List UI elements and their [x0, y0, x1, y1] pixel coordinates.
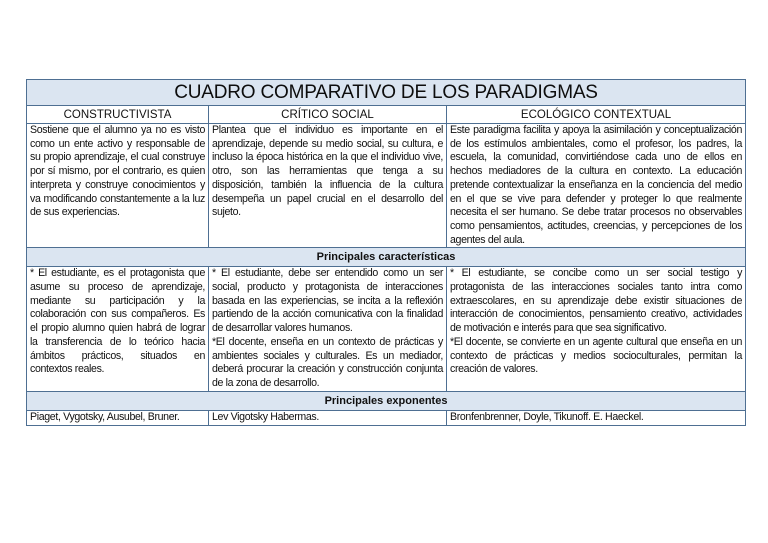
column-header-critico-social: CRÍTICO SOCIAL	[209, 106, 447, 124]
column-header-ecologico-contextual: ECOLÓGICO CONTEXTUAL	[447, 106, 746, 124]
column-header-constructivista: CONSTRUCTIVISTA	[27, 106, 209, 124]
section-header-characteristics: Principales características	[27, 248, 746, 267]
characteristics-row	[27, 267, 746, 391]
exponents-ecologico-contextual: Bronfenbrenner, Doyle, Tikunoff. E. Haeckel.	[447, 410, 746, 425]
definition-ecologico-contextual: Este paradigma facilita y apoya la asimilación y conceptualización de los estímulos ambientales, como el profesor, los padres, la escuela, la comunidad, convirtiéndose cada uno de ellos en hechos mediadores de la cultura en contexto. La educación pretende contextualizar la enseñanza en la conciencia del medio en el que se vive para defender y proteger lo que realmente necesita el ser humano. Se debe tratar procesos no observables como pensamientos, actitudes, creencias, y percepciones de los agentes del aula.	[447, 124, 746, 248]
characteristics-constructivista: * El estudiante, es el protagonista que asume su proceso de aprendizaje, mediante su participación y la colaboración con sus compañeros. Es el propio alumno quien habrá de lograr la transferencia de lo teórico hacia ámbitos prácticos, situados en contextos reales.	[27, 267, 209, 391]
section-header-exponents: Principales exponentes	[27, 391, 746, 410]
definition-constructivista: Sostiene que el alumno ya no es visto como un ente activo y responsable de su propio aprendizaje, el cual construye por sí mismo, por el contrario, es quien interpreta y construye conocimientos y va modificando constantemente a la luz de sus experiencias.	[27, 124, 209, 248]
table-title: CUADRO COMPARATIVO DE LOS PARADIGMAS	[27, 80, 746, 106]
characteristics-ecologico-contextual: * El estudiante, se concibe como un ser social testigo y protagonista de las interacciones sociales tanto intra como extraescolares, en su aprendizaje debe existir situaciones de interacción de conocimientos, pensamiento creativo, actividades de motivación e interés para que sea significativo. *El docente, se convierte en un agente cultural que enseña en un contexto de prácticas y medios socioculturales, permitan la creación de valores.	[447, 267, 746, 391]
characteristics-critico-social: * El estudiante, debe ser entendido como un ser social, producto y protagonista de interacciones basada en las experiencias, se incita a la reflexión partiendo de la acción comunicativa con la finalidad de desarrollar valores humanos. *El docente, enseña en un contexto de prácticas y ambientes sociales y culturales. Es un mediador, deberá procurar la creación y construcción conjunta de la zona de desarrollo.	[209, 267, 447, 391]
exponents-row	[27, 410, 746, 425]
exponents-constructivista: Piaget, Vygotsky, Ausubel, Bruner.	[27, 410, 209, 425]
definition-critico-social: Plantea que el individuo es importante en el aprendizaje, depende su medio social, su cultura, e incluso la época histórica en la que el individuo vive, otro, son las herramientas que tenga a su disposición, también la influencia de la cultura desempeña un papel crucial en el desarrollo del sujeto.	[209, 124, 447, 248]
comparison-table	[26, 79, 746, 426]
exponents-critico-social: Lev Vigotsky Habermas.	[209, 410, 447, 425]
definitions-row	[27, 124, 746, 248]
